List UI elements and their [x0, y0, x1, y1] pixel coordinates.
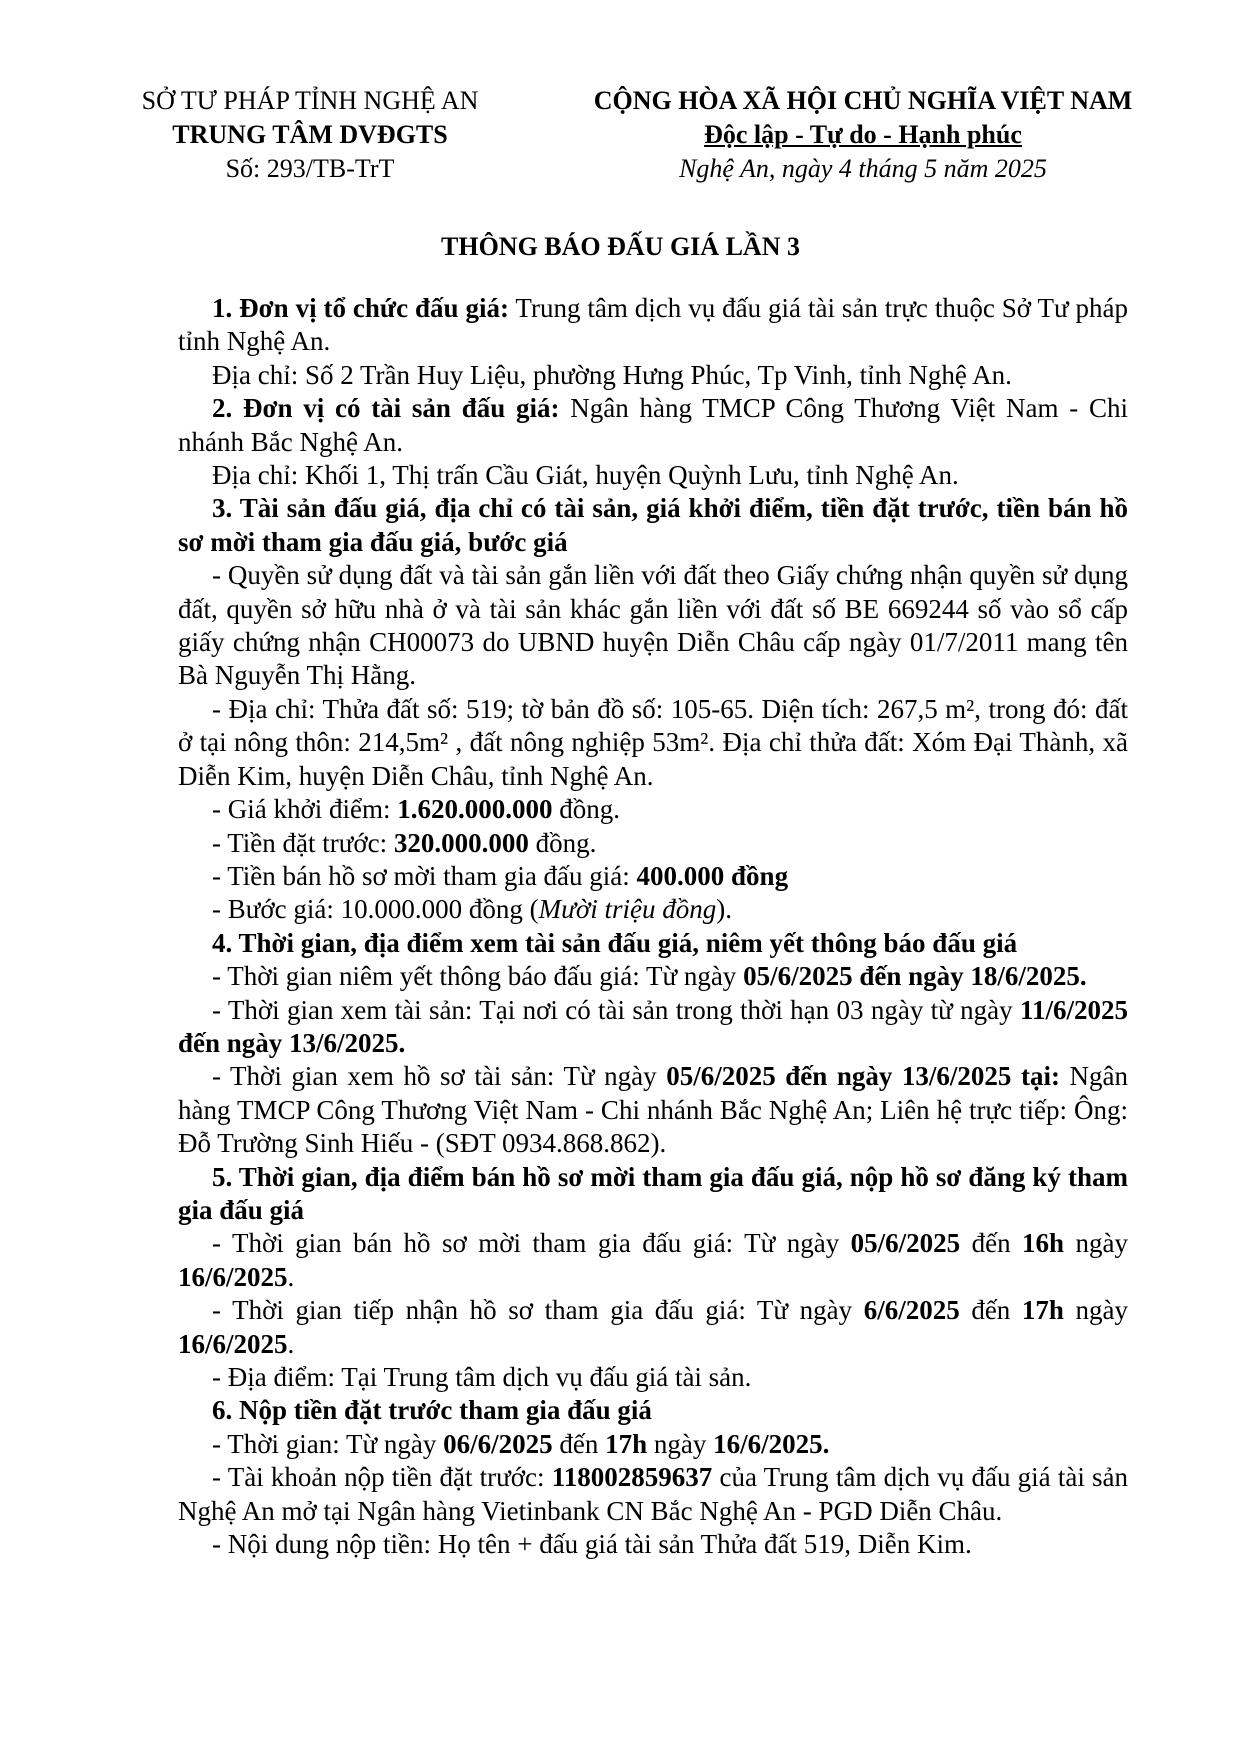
sell-end: . — [287, 1261, 295, 1292]
receive-from: 6/6/2025 — [863, 1295, 960, 1326]
documents-value: 05/6/2025 đến ngày 13/6/2025 tại: — [666, 1061, 1060, 1092]
section-3-dossier-fee — [178, 860, 1128, 893]
section-4-viewing — [178, 994, 1128, 1061]
deposit-time-from: 06/6/2025 — [443, 1428, 553, 1459]
section-6-heading: 6. Nộp tiền đặt trước tham gia đấu giá — [212, 1395, 652, 1426]
section-3-start-price — [178, 793, 1128, 826]
place-date: Nghệ An, ngày 4 tháng 5 năm 2025 — [679, 154, 1047, 183]
deposit-time-to: 16/6/2025. — [713, 1428, 830, 1459]
agency-header — [100, 84, 520, 186]
documents-label: - Thời gian xem hồ sơ tài sản: Từ ngày — [212, 1061, 667, 1092]
price-step-words: Mười triệu đồng — [538, 894, 717, 925]
section-2-text: Ngân hàng TMCP Công Thương Việt Nam - Chi nhánh Bắc Nghệ An. — [178, 393, 1128, 457]
price-step-label: - Bước giá: 10.000.000 đồng ( — [212, 894, 539, 925]
document-number: Số: 293/TB-TrT — [225, 154, 395, 183]
start-price-value: 1.620.000.000 — [397, 794, 553, 825]
receive-mid: đến — [959, 1295, 1022, 1326]
section-2 — [178, 392, 1128, 459]
deposit-time-day: ngày — [647, 1428, 714, 1459]
viewing-value: 11/6/2025 đến ngày 13/6/2025. — [178, 994, 1128, 1058]
section-2-label: 2. Đơn vị có tài sản đấu giá: — [212, 393, 560, 424]
section-3-deposit — [178, 827, 1128, 860]
account-number: 118002859637 — [551, 1462, 713, 1493]
country-name: CỘNG HÒA XÃ HỘI CHỦ NGHĨA VIỆT NAM — [593, 86, 1133, 115]
section-1 — [178, 292, 1128, 359]
section-3-heading: 3. Tài sản đấu giá, địa chỉ có tài sản, giá khởi điểm, tiền đặt trước, tiền bán hồ sơ mời tham gia đấu giá, bước giá — [178, 493, 1128, 557]
sell-label: - Thời gian bán hồ sơ mời tham gia đấu giá: Từ ngày — [212, 1228, 851, 1259]
receive-day: ngày — [1063, 1295, 1129, 1326]
start-price-unit: đồng. — [552, 794, 620, 825]
dossier-fee-label: - Tiền bán hồ sơ mời tham gia đấu giá: — [212, 860, 637, 891]
section-6-account — [178, 1461, 1128, 1528]
section-5-place: - Địa điểm: Tại Trung tâm dịch vụ đấu giá tài sản. — [212, 1362, 752, 1392]
receive-to: 16/6/2025 — [178, 1328, 288, 1359]
documents-text: Ngân hàng TMCP Công Thương Việt Nam - Chi nhánh Bắc Nghệ An; Liên hệ trực tiếp: Ông: Đỗ Trường Sinh Hiếu - (SĐT 0934.868.862). — [178, 1061, 1128, 1159]
section-4-heading: 4. Thời gian, địa điểm xem tài sản đấu giá, niêm yết thông báo đấu giá — [212, 927, 1018, 958]
section-4-documents — [178, 1060, 1128, 1160]
price-step-end: ). — [716, 894, 732, 925]
motto: Độc lập - Tự do - Hạnh phúc — [704, 120, 1022, 149]
deposit-time-label: - Thời gian: Từ ngày — [212, 1428, 444, 1459]
sell-mid: đến — [960, 1228, 1023, 1259]
receive-hour: 17h — [1021, 1295, 1064, 1326]
agency-name: TRUNG TÂM DVĐGTS — [172, 120, 448, 149]
section-1-address: Địa chỉ: Số 2 Trần Huy Liệu, phường Hưng Phúc, Tp Vinh, tỉnh Nghệ An. — [212, 359, 1012, 390]
agency-parent: SỞ TƯ PHÁP TỈNH NGHỆ AN — [141, 86, 479, 115]
dossier-fee-value: 400.000 đồng — [636, 860, 789, 891]
viewing-label: - Thời gian xem tài sản: Tại nơi có tài sản trong thời hạn 03 ngày từ ngày — [212, 994, 1020, 1025]
sell-to: 16/6/2025 — [178, 1261, 288, 1292]
section-5-heading: 5. Thời gian, địa điểm bán hồ sơ mời tham gia đấu giá, nộp hồ sơ đăng ký tham gia đấu giá — [178, 1161, 1128, 1225]
national-header — [548, 84, 1178, 186]
section-5-receive — [178, 1294, 1128, 1361]
posting-label: - Thời gian niêm yết thông báo đấu giá: Từ ngày — [212, 961, 744, 992]
document-title: THÔNG BÁO ĐẤU GIÁ LẦN 3 — [441, 232, 800, 261]
section-5-sell — [178, 1227, 1128, 1294]
sell-day: ngày — [1064, 1228, 1128, 1259]
account-text: của Trung tâm dịch vụ đấu giá tài sản Nghệ An mở tại Ngân hàng Vietinbank CN Bắc Nghệ An - PGD Diễn Châu. — [178, 1462, 1129, 1526]
start-price-label: - Giá khởi điểm: — [212, 794, 398, 825]
document-body — [178, 292, 1128, 1561]
deposit-label: - Tiền đặt trước: — [212, 827, 394, 858]
section-2-address: Địa chỉ: Khối 1, Thị trấn Cầu Giát, huyện Quỳnh Lưu, tỉnh Nghệ An. — [212, 460, 959, 491]
section-3-location: - Địa chỉ: Thửa đất số: 519; tờ bản đồ số: 105-65. Diện tích: 267,5 m², trong đó: đất ở tại nông thôn: 214,5m² , đất nông nghiệp 53m². Địa chỉ thửa đất: Xóm Đại Thành, xã Diễn Kim, huyện Diễn Châu, tỉnh Nghệ An. — [178, 693, 1128, 791]
receive-label: - Thời gian tiếp nhận hồ sơ tham gia đấu giá: Từ ngày — [212, 1295, 864, 1326]
receive-end: . — [287, 1328, 295, 1359]
sell-hour: 16h — [1022, 1228, 1065, 1259]
account-label: - Tài khoản nộp tiền đặt trước: — [212, 1462, 552, 1493]
section-6-content: - Nội dung nộp tiền: Họ tên + đấu giá tài sản Thửa đất 519, Diễn Kim. — [212, 1529, 972, 1560]
posting-value: 05/6/2025 đến ngày 18/6/2025. — [743, 961, 1087, 992]
deposit-unit: đồng. — [528, 827, 597, 858]
section-4-posting — [178, 960, 1128, 993]
deposit-value: 320.000.000 — [393, 827, 529, 858]
section-6-time — [178, 1428, 1128, 1461]
section-1-label: 1. Đơn vị tổ chức đấu giá: — [212, 293, 509, 323]
deposit-time-mid: đến — [552, 1428, 606, 1459]
sell-from: 05/6/2025 — [850, 1228, 961, 1259]
deposit-time-hour: 17h — [605, 1428, 648, 1459]
section-3-asset: - Quyền sử dụng đất và tài sản gắn liền với đất theo Giấy chứng nhận quyền sử dụng đất, quyền sở hữu nhà ở và tài sản khác gắn liền với đất số BE 669244 số vào sổ cấp giấy chứng nhận CH00073 do UBND huyện Diễn Châu cấp ngày 01/7/2011 mang tên Bà Nguyễn Thị Hằng. — [178, 560, 1128, 691]
section-3-price-step — [178, 893, 1128, 926]
section-1-text: Trung tâm dịch vụ đấu giá tài sản trực thuộc Sở Tư pháp tỉnh Nghệ An. — [178, 293, 1129, 357]
